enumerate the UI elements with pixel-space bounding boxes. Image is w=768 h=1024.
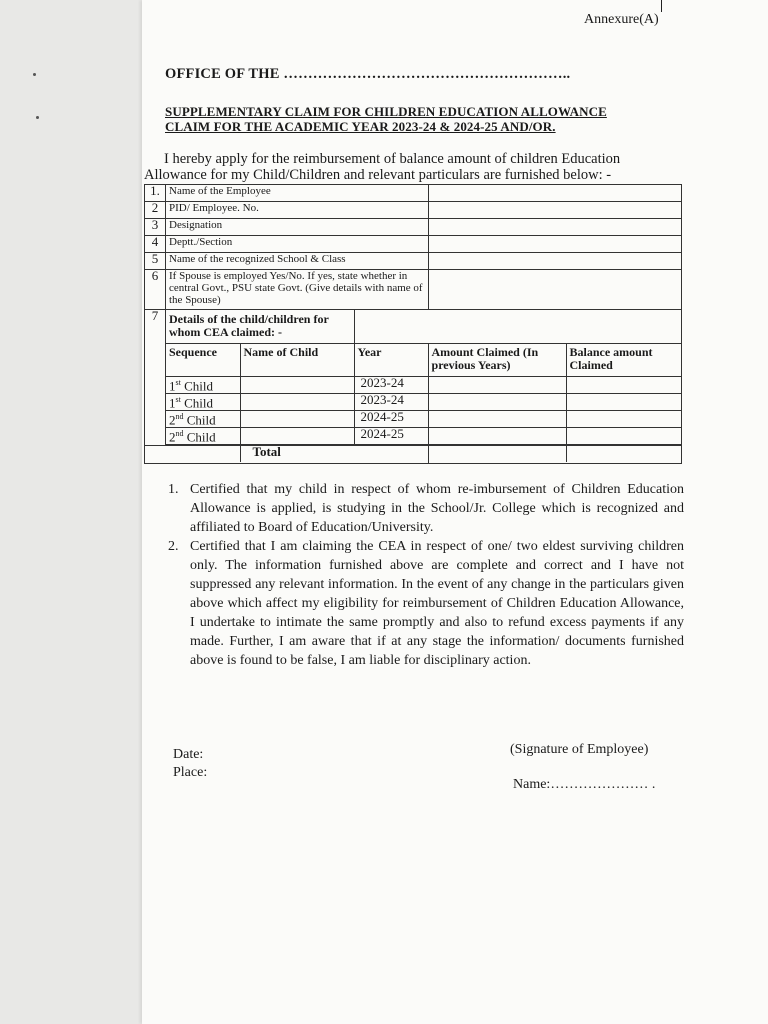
place-label: Place: [173,765,208,780]
amount-claimed-cell[interactable] [428,411,566,428]
value-cell-department[interactable] [429,236,682,253]
row-number: 1. [145,185,166,202]
row-number: 6 [145,270,166,310]
table-row [145,185,682,202]
amount-claimed-cell[interactable] [428,394,566,411]
table-row [145,236,682,253]
row-number: 3 [145,219,166,236]
form-title-line-2: CLAIM FOR THE ACADEMIC YEAR 2023-24 & 2024-25 AND/OR. [165,119,556,134]
child-row [166,394,682,411]
child-name-cell[interactable] [240,394,354,411]
value-cell-spouse[interactable] [429,270,682,310]
child-row [166,411,682,428]
table-row [145,219,682,236]
amount-claimed-cell[interactable] [428,428,566,445]
details-heading: Details of the child/children for whom CEA claimed: - [166,310,354,344]
table-row [145,270,682,310]
certification-item [168,537,684,670]
child-row [166,377,682,394]
column-header: Balance amount Claimed [566,344,682,377]
date-label: Date: [173,747,204,762]
column-header: Year [354,344,428,377]
row-number: 5 [145,253,166,270]
table-row [145,310,682,446]
total-label: Total [252,444,281,459]
column-header: Amount Claimed (In previous Years) [428,344,566,377]
row-number: 2 [145,202,166,219]
total-balance-claimed-cell[interactable] [566,446,682,462]
row-label: Name of the recognized School & Class [166,253,429,270]
sequence-cell: 1st Child [166,377,240,394]
child-name-cell[interactable] [240,411,354,428]
child-details-table [166,310,682,445]
year-cell: 2023-24 [354,377,428,394]
child-row [166,428,682,445]
sequence-cell: 2nd Child [166,428,240,445]
row-label: PID/ Employee. No. [166,202,429,219]
value-cell-employee-name[interactable] [429,185,682,202]
row-label: Deptt./Section [166,236,429,253]
total-row [145,446,682,464]
value-cell-school[interactable] [429,253,682,270]
row-label: Designation [166,219,429,236]
balance-claimed-cell[interactable] [566,428,682,445]
year-cell: 2024-25 [354,428,428,445]
value-cell-employee-no[interactable] [429,202,682,219]
amount-claimed-cell[interactable] [428,377,566,394]
sequence-cell: 1st Child [166,394,240,411]
particulars-table [144,184,682,464]
row-label: If Spouse is employed Yes/No. If yes, state whether in central Govt., PSU state Govt. (Give details with name of the Spouse) [166,270,429,310]
certification-number: 1. [168,482,179,497]
sequence-cell: 2nd Child [166,411,240,428]
row-number: 4 [145,236,166,253]
column-header: Sequence [166,344,240,377]
table-row [145,253,682,270]
child-name-cell[interactable] [240,377,354,394]
table-row [145,202,682,219]
year-cell: 2023-24 [354,394,428,411]
certification-list [168,480,684,670]
column-header-row [166,344,682,377]
form-title-line-1: SUPPLEMENTARY CLAIM FOR CHILDREN EDUCATION ALLOWANCE [165,104,607,119]
balance-claimed-cell[interactable] [566,377,682,394]
child-details-cell [166,310,682,446]
name-field[interactable]: Name:………………… . [513,777,656,792]
certification-text: Certified that my child in respect of whom re-imbursement of Children Education Allowance is applied, is studying in the School/Jr. College which is recognized and affiliated to Board of Education/University. [190,482,684,535]
value-cell-designation[interactable] [429,219,682,236]
column-header: Name of Child [240,344,354,377]
office-heading: OFFICE OF THE ………………………………………………….. [165,66,571,82]
intro-line-1: I hereby apply for the reimbursement of balance amount of children Education [164,151,621,167]
balance-claimed-cell[interactable] [566,394,682,411]
annexure-label: Annexure(A) [584,12,659,27]
scan-speck [36,116,39,119]
certification-item [168,480,684,537]
child-name-cell[interactable] [240,428,354,445]
total-amount-claimed-cell[interactable] [429,446,566,462]
scan-speck [33,73,36,76]
year-cell: 2024-25 [354,411,428,428]
row-number: 7 [145,310,166,446]
certification-number: 2. [168,539,179,554]
signature-label: (Signature of Employee) [510,742,649,757]
row-label: Name of the Employee [166,185,429,202]
certification-text: Certified that I am claiming the CEA in respect of one/ two eldest surviving children only. The information furnished above are complete and correct and I have not suppressed any relevant information. In the event of any change in the particulars given above which affect my eligibility for reimbursement of Children Education Allowance, I undertake to intimate the same promptly and also to refund excess payments if any made. Further, I am aware that if at any stage the information/ documents furnished above is found to be false, I am liable for disciplinary action. [190,539,684,668]
balance-claimed-cell[interactable] [566,411,682,428]
margin-mark [661,0,662,12]
intro-line-2: Allowance for my Child/Children and relevant particulars are furnished below: - [144,167,612,183]
